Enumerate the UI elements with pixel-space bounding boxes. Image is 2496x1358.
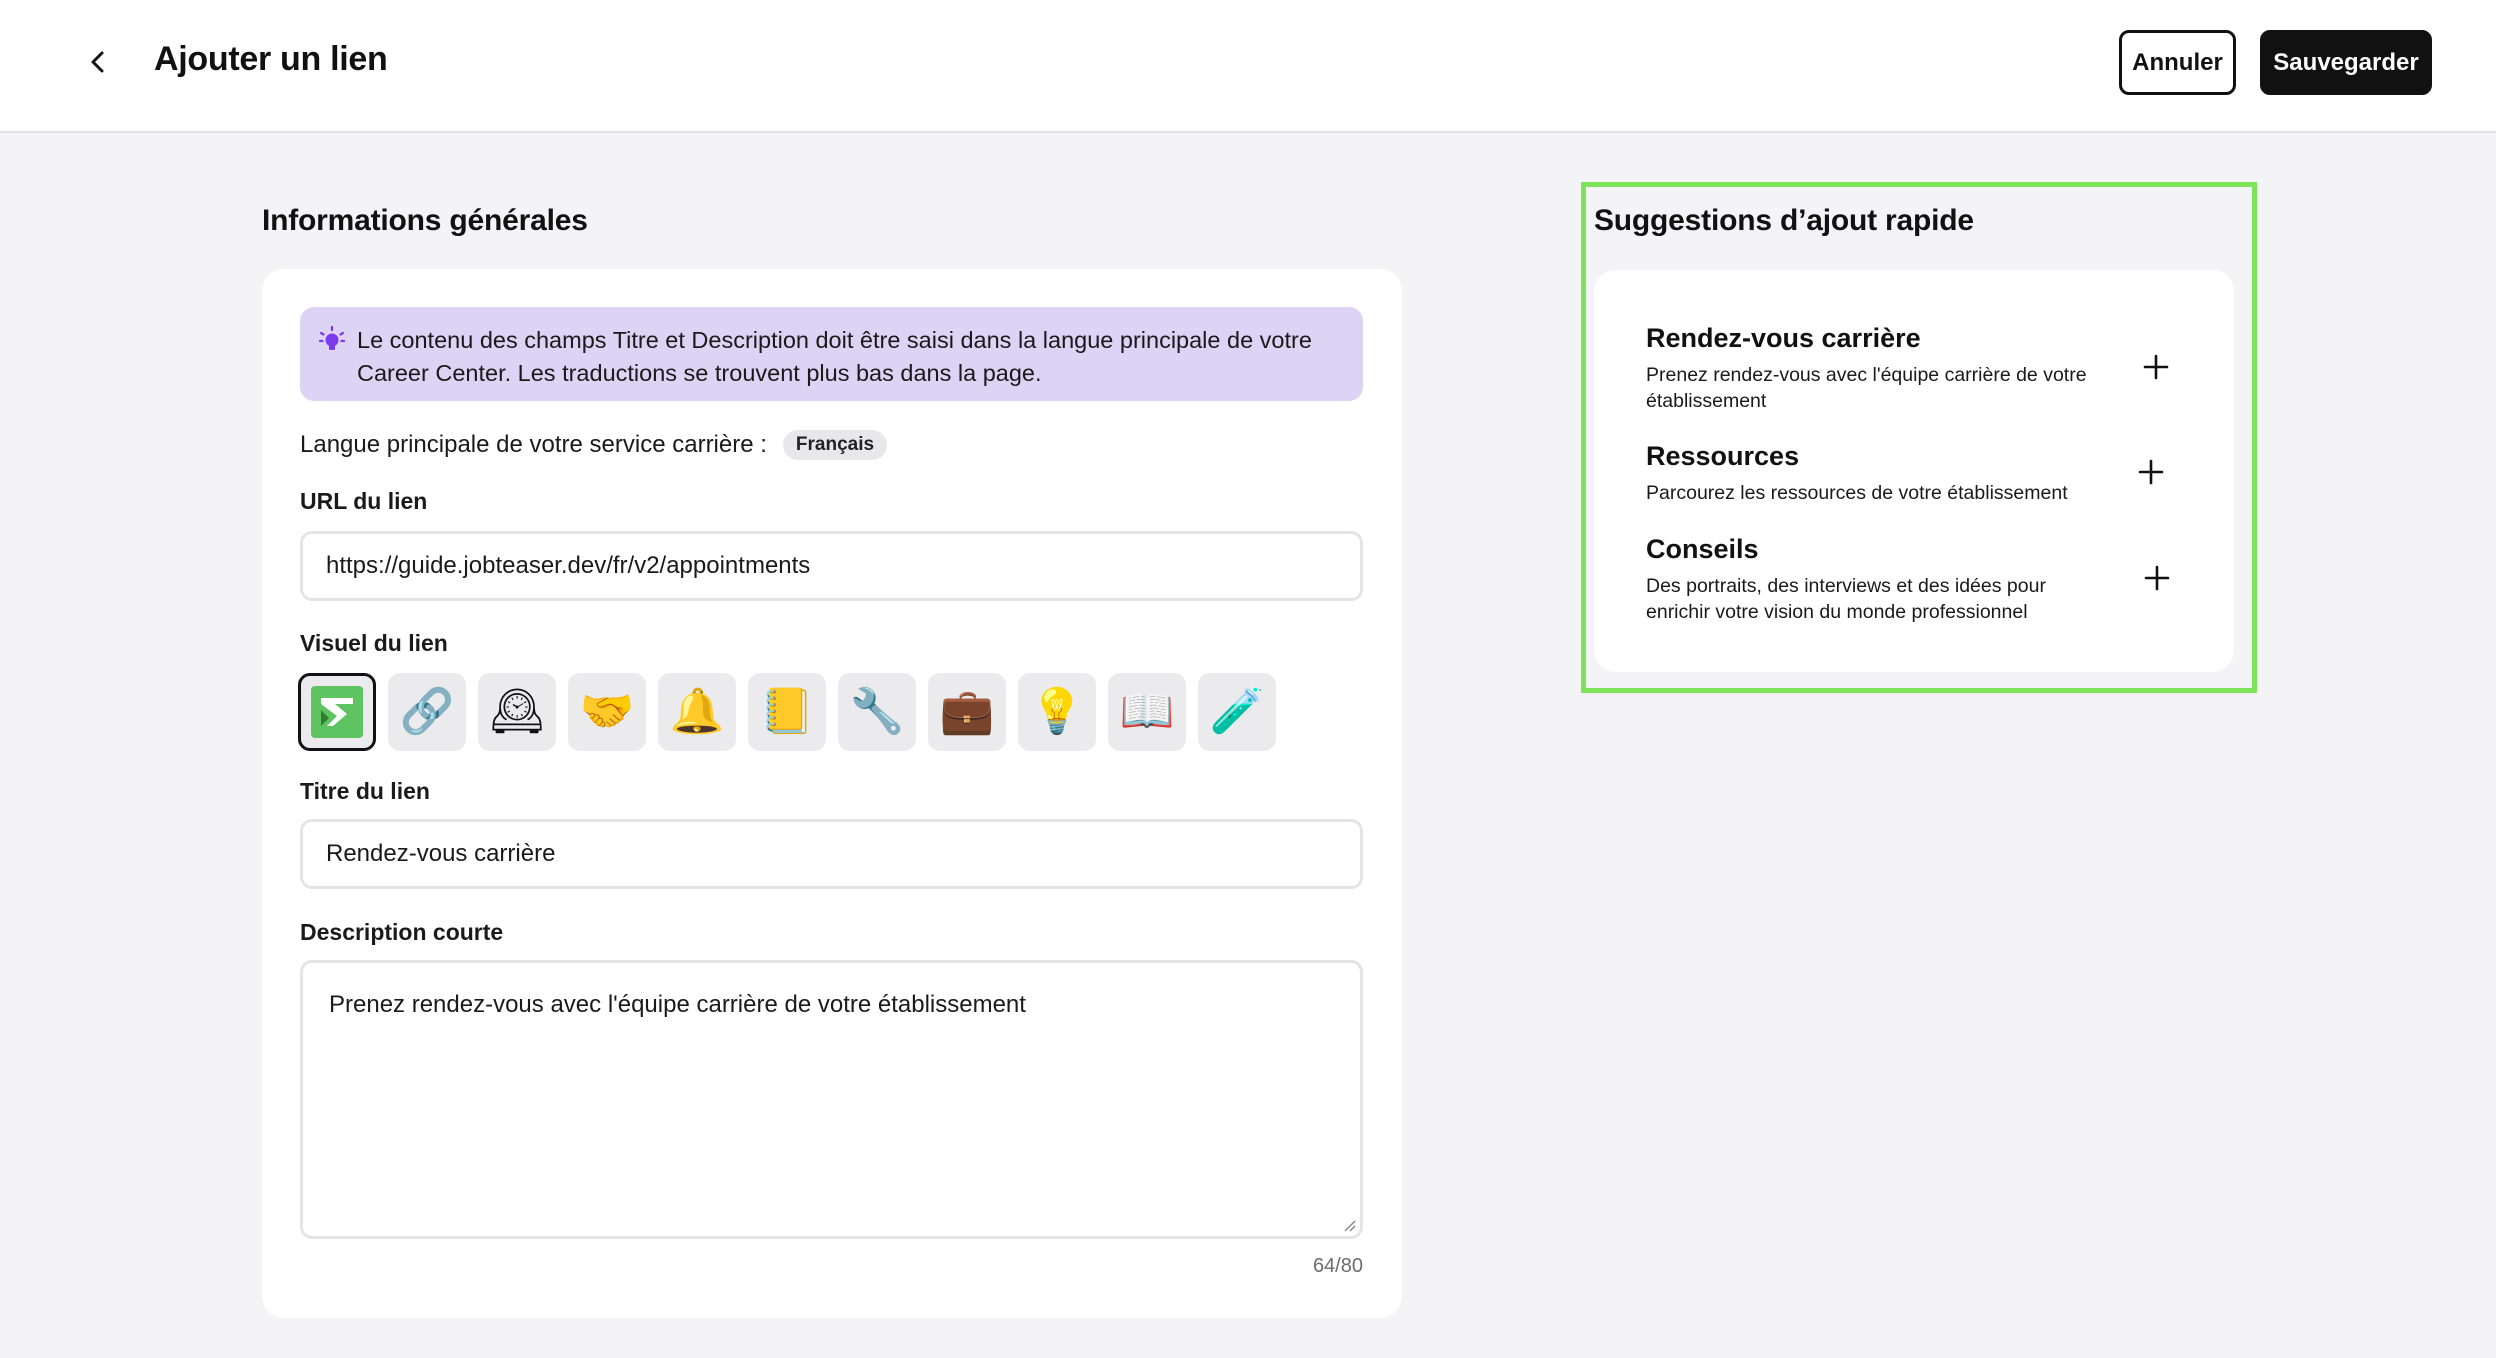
language-badge: Français bbox=[783, 430, 887, 460]
clock-icon: 🕰 bbox=[489, 686, 545, 737]
save-button[interactable]: Sauvegarder bbox=[2260, 30, 2432, 95]
url-input[interactable]: https://guide.jobteaser.dev/fr/v2/appointments bbox=[300, 531, 1363, 601]
suggestion-description: Parcourez les ressources de votre établissement bbox=[1646, 482, 2068, 504]
test-tube-icon: 🧪 bbox=[1209, 686, 1265, 737]
visual-option-briefcase[interactable] bbox=[928, 673, 1006, 751]
back-button[interactable] bbox=[78, 42, 118, 82]
suggestion-description: Des portraits, des interviews et des idées pour enrichir votre vision du monde professionnel bbox=[1646, 575, 2046, 623]
resize-grip-icon[interactable] bbox=[1340, 1216, 1356, 1232]
wrench-icon: 🔧 bbox=[849, 686, 905, 737]
visual-option-test-tube[interactable] bbox=[1198, 673, 1276, 751]
visual-option-notebook[interactable] bbox=[748, 673, 826, 751]
plus-icon bbox=[2143, 354, 2169, 380]
suggestions-card bbox=[1594, 270, 2234, 672]
visual-option-link[interactable] bbox=[388, 673, 466, 751]
general-section-title: Informations générales bbox=[262, 204, 588, 237]
suggestions-section-title: Suggestions d’ajout rapide bbox=[1594, 204, 1974, 237]
visual-option-jobteaser-logo[interactable] bbox=[298, 673, 376, 751]
cancel-button[interactable]: Annuler bbox=[2119, 30, 2236, 95]
lightbulb-icon bbox=[317, 325, 347, 355]
suggestion-title: Conseils bbox=[1646, 534, 1759, 564]
visual-option-lightbulb[interactable] bbox=[1018, 673, 1096, 751]
url-label: URL du lien bbox=[300, 488, 428, 514]
title-input[interactable]: Rendez-vous carrière bbox=[300, 819, 1363, 889]
chevron-left-icon bbox=[88, 50, 108, 74]
suggestion-item[interactable] bbox=[1646, 441, 2206, 506]
handshake-icon: 🤝 bbox=[579, 686, 635, 737]
add-suggestion-button[interactable] bbox=[2138, 349, 2174, 385]
language-label: Langue principale de votre service carrière : bbox=[300, 431, 767, 458]
description-label: Description courte bbox=[300, 919, 504, 945]
general-info-card bbox=[262, 269, 1402, 1318]
visual-option-book[interactable] bbox=[1108, 673, 1186, 751]
title-label: Titre du lien bbox=[300, 778, 430, 804]
link-icon: 🔗 bbox=[399, 686, 455, 737]
plus-icon bbox=[2138, 459, 2164, 485]
language-row bbox=[300, 427, 887, 463]
bell-icon: 🔔 bbox=[669, 686, 725, 737]
description-text: Prenez rendez-vous avec l'équipe carrière de votre établissement bbox=[329, 991, 1026, 1018]
jobteaser-logo-icon bbox=[311, 686, 363, 738]
page-title: Ajouter un lien bbox=[154, 40, 388, 78]
top-bar bbox=[0, 0, 2496, 133]
briefcase-icon: 💼 bbox=[939, 686, 995, 737]
add-suggestion-button[interactable] bbox=[2139, 560, 2175, 596]
language-info-banner bbox=[300, 307, 1363, 401]
add-suggestion-button[interactable] bbox=[2133, 454, 2169, 490]
suggestion-item[interactable] bbox=[1646, 323, 2206, 414]
suggestion-title: Rendez-vous carrière bbox=[1646, 323, 1921, 353]
suggestion-title: Ressources bbox=[1646, 441, 1800, 471]
suggestion-item[interactable] bbox=[1646, 534, 2206, 625]
suggestion-description: Prenez rendez-vous avec l'équipe carrière de votre établissement bbox=[1646, 364, 2087, 412]
lightbulb-icon: 💡 bbox=[1029, 686, 1085, 737]
character-counter: 64/80 bbox=[1312, 1255, 1363, 1277]
visual-label: Visuel du lien bbox=[300, 630, 448, 656]
plus-icon bbox=[2144, 565, 2170, 591]
visual-option-clock[interactable] bbox=[478, 673, 556, 751]
visual-option-handshake[interactable] bbox=[568, 673, 646, 751]
visual-option-bell[interactable] bbox=[658, 673, 736, 751]
book-icon: 📖 bbox=[1119, 686, 1175, 737]
visual-option-wrench[interactable] bbox=[838, 673, 916, 751]
description-textarea[interactable] bbox=[300, 960, 1363, 1239]
visual-picker bbox=[298, 673, 1276, 751]
banner-text: Le contenu des champs Titre et Description doit être saisi dans la langue principale de votre Career Center. Les traductions se trouvent plus bas dans la page. bbox=[357, 327, 1312, 386]
notebook-icon: 📒 bbox=[759, 686, 815, 737]
